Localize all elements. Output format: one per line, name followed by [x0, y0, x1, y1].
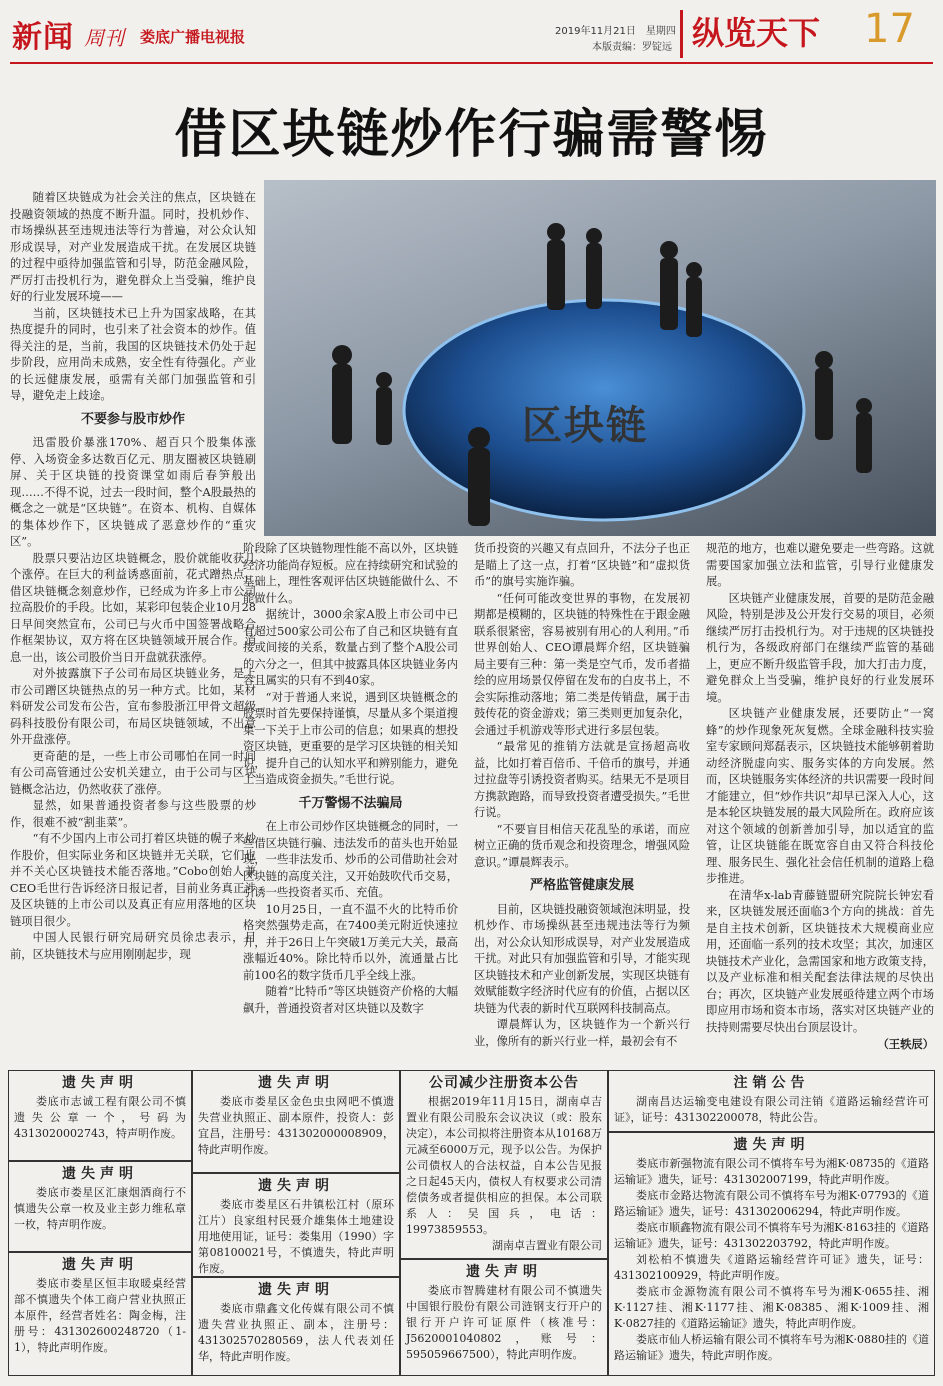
notice-signature: 湖南卓吉置业有限公司	[492, 1239, 602, 1252]
notice-title: 遗失声明	[258, 1178, 334, 1194]
article-column-4	[706, 541, 934, 1053]
notice-title: 遗失声明	[733, 1137, 810, 1153]
notice-body: 根据2019年11月15日，湖南卓吉置业有限公司股东会议决议（或：股东决定），本公司拟将注册资本从10168万元减至6000万元，现予以公告。为保护公司债权人的合法权益，自本公告见报之日起45天内，债权人有权要求公司清偿债务或者提供相应的担保。本公司联系人：吴国兵，电话：19973859553。	[406, 1095, 602, 1236]
issue-date: 2019年11月21日 星期四	[555, 26, 676, 37]
notice-title: 公司减少注册资本公告	[429, 1075, 579, 1091]
notice-box	[192, 1277, 400, 1376]
notice-body: 娄底市新强物流有限公司不慎将车号为湘K·08735的《道路运输证》遗失，证号：431302007199，特此声明作废。	[614, 1157, 929, 1186]
notice-title: 注销公告	[733, 1075, 810, 1091]
article-paragraph: 据统计，3000余家A股上市公司中已有超过500家公司公布了自己和区块链有直接或间接的关系，数量占到了整个A股公司的六分之一，但其中披露具体区块链业务内容且属实的只有不到40家。	[243, 608, 458, 687]
article-column-1	[10, 190, 256, 963]
article-paragraph: 目前，区块链投融资领域泡沫明显，投机炒作、市场操纵甚至违规违法等行为频出，对公众认知形成误导，对产业发展造成干扰。对此只有加强监管和引导，才能实现区块链技术和产业创新发展，实现区块链有效赋能数字经济时代应有的价值，占据以区块链为代表的新时代互联网科技制高点。	[474, 902, 690, 1015]
article-column-2	[243, 541, 458, 1017]
article-paragraph: 规范的地方，也难以避免要走一些弯路。这就需要国家加强立法和监管，引导行业健康发展。	[706, 542, 934, 588]
notices-area	[8, 1070, 935, 1380]
notice-body: 娄底市鼎鑫文化传媒有限公司不慎遗失营业执照正、副本，注册号：431302570280569，法人代表刘任华，特此声明作废。	[198, 1302, 394, 1363]
notice-box	[608, 1132, 935, 1376]
notice-body: 娄底市金源物流有限公司不慎将车号为湘K·0655挂、湘K·1127挂、湘K·1177挂、湘K·08385、湘K·1009挂、湘K·0827挂的《道路运输证》遗失，特此声明作废。	[614, 1285, 929, 1330]
article-paragraph: 中国人民银行研究局研究员徐忠表示，目前，区块链技术与应用刚刚起步，现	[10, 931, 256, 961]
notice-body: 娄底市娄星区石井镇松江村（原环江片）良家组村民聂介雄集体土地建设用地使用证，证号：娄集用（1990）字第08100021号，不慎遗失，特此声明作废。	[198, 1198, 394, 1275]
article-column-3	[474, 541, 690, 1050]
page-editor: 本版责编：罗锭远	[592, 42, 672, 53]
article-paragraph: “任何可能改变世界的事物，在发展初期都是模糊的，区块链的特殊性在于跟金融联系很紧密，容易被别有用心的人利用。”币世界创始人、CEO谭晨辉介绍，区块链骗局主要有三种：第一类是空气币，发币者描绘的应用场景仅停留在发布的白皮书上，不会实际推动落地；第二类是传销盘，属于击鼓传花的资金游戏；第三类则更加复杂化，会通过手机游戏等形式进行多层包装。	[474, 591, 690, 737]
notice-body: 娄底市志诚工程有限公司不慎遗失公章一个，号码为4313020002743，特声明作废。	[14, 1095, 186, 1140]
notice-box	[8, 1252, 192, 1376]
notice-box	[192, 1070, 400, 1173]
masthead-station: 娄底广播电视报	[140, 28, 246, 46]
article-paragraph: 股票只要沾边区块链概念，股价就能收获几个涨停。在巨大的利益诱惑面前，花式蹭热点，借区块链概念刻意炒作，已经成为许多上市公司拉高股价的手段。比如，某彩印包装企业10月28日早间突然宣布，公司已与火币中国签署战略合作框架协议，双方将在区块链领域开展合作。消息一出，该公司股价当日开盘就获涨停。	[10, 551, 256, 664]
article-paragraph: 当前，区块链技术已上升为国家战略，在其热度提升的同时，也引来了社会资本的炒作。值得关注的是，当前，我国的区块链技术仍处于起步阶段，应用尚未成熟，安全性有待强化。产业的长远健康发展，亟需有关部门加强监管和引导，避免走上歧途。	[10, 306, 256, 402]
notice-box	[400, 1259, 608, 1376]
masthead-logo: 新闻	[12, 20, 74, 55]
article-photo	[264, 180, 936, 536]
notice-title: 遗失声明	[62, 1257, 138, 1273]
headline: 借区块链炒作行骗需警惕	[174, 105, 769, 165]
notice-body: 娄底市顺鑫物流有限公司不慎将车号为湘K·8163挂的《道路运输证》遗失，证号：431302203792，特此声明作废。	[614, 1221, 929, 1250]
notice-box	[8, 1161, 192, 1252]
article-paragraph: “最常见的推销方法就是宣扬超高收益，比如打着百倍币、千倍币的旗号，并通过拉盘等引诱投资者购买。结果无不是项目方携款跑路，而导致投资者遭受损失。”毛世行说。	[474, 740, 690, 819]
section-heading: 千万警惕不法骗局	[298, 795, 403, 811]
article-paragraph: 在清华x-lab青藤链盟研究院院长钟宏看来，区块链发展还面临3个方向的挑战：首先是自主技术创新，区块链技术大规模商业应用，还面临一系列的技术攻坚；其次，加速区块链技术产业化，急需国家和地方政策支持，以及产业标准和相关配套法律法规的尽快出台；再次，区块链产业发展亟待建立两个市场即应用市场和资本市场，落实对区块链产业的扶持则需要尽快出台顶层设计。	[706, 888, 934, 1034]
notice-box	[8, 1070, 192, 1161]
notice-title: 遗失声明	[258, 1075, 334, 1091]
notice-body: 娄底市仙人桥运输有限公司不慎将车号为湘K·0880挂的《道路运输证》遗失，特此声明作废。	[614, 1333, 929, 1362]
article-paragraph: 货币投资的兴趣又有点回升，不法分子也正是瞄上了这一点，打着“区块链”和“虚拟货币”的旗号实施诈骗。	[474, 542, 690, 588]
masthead	[0, 0, 943, 62]
article-paragraph: 阶段除了区块链物理性能不高以外，区块链经济功能尚存短板。应在持续研究和试验的基础上，理性客观评估区块链能做什么、不能做什么。	[243, 542, 458, 605]
notice-box	[192, 1173, 400, 1277]
notice-title: 遗失声明	[258, 1282, 334, 1298]
article-paragraph: 随着“比特币”等区块链资产价格的大幅飙升，普通投资者对区块链以及数字	[243, 985, 458, 1015]
notice-body: 刘松柏不慎遗失《道路运输经营许可证》遗失，证号：431302100929，特此声明作废。	[614, 1253, 929, 1282]
notice-title: 遗失声明	[62, 1075, 138, 1091]
section-title: 纵览天下	[692, 14, 821, 52]
article-paragraph: 随着区块链成为社会关注的焦点，区块链在投融资领域的热度不断升温。同时，投机炒作、市场操纵甚至违规违法等行为普遍，对公众认知形成误导，对产业发展造成干扰。在发展区块链的过程中亟待加强监管和引导，防范金融风险，严厉打击投机行为，避免群众上当受骗，维护良好的行业发展环境——	[10, 191, 256, 303]
article-paragraph: 区块链产业健康发展，还要防止“一窝蜂”的炒作现象死灰复燃。全球金融科技实验室专家顾问郑磊表示，区块链技术能够朝着助动经济脱虚向实、服务实体的方向发展。然而，区块链服务实体经济的共识需要一段时间才能建立，但“炒作共识”却早已深入人心，这是本轮区块链发展的最大风险所在。政府应该对这个领域的创新善加引导，加以适宜的监管，让区块链能在既宽容自由又符合科技伦理、服务民生、强化社会信任机制的道路上稳步推进。	[706, 707, 934, 885]
notice-body: 湖南昌达运输变电建设有限公司注销《道路运输经营许可证》，证号：431302200078，特此公告。	[614, 1095, 929, 1124]
article-paragraph: “有不少国内上市公司打着区块链的幌子来炒作股价，但实际业务和区块链并无关联，它们也并不关心区块链技术能否落地。”Cobo创始人兼CEO毛世行告诉经济日报记者，目前业务真正涉及区块链的上市公司以及真正有应用落地的区块链项目很少。	[10, 832, 256, 928]
section-heading: 不要参与股市炒作	[80, 411, 185, 427]
notice-box	[400, 1070, 608, 1259]
photo-caption-text: 区块链	[522, 403, 648, 449]
notice-box	[608, 1070, 935, 1132]
masthead-rule	[10, 62, 933, 64]
article-paragraph: 在上市公司炒作区块链概念的同时，一些借区块链行骗、违法发币的苗头也开始显现，一些非法发币、炒币的公司借助社会对区块链的高度关注，又开始鼓吹代币交易，引诱一些投资者买币、充值。	[243, 820, 458, 899]
masthead-subtitle: 周刊	[84, 26, 124, 50]
notice-body: 娄底市娄星区恒丰取暖桌经营部不慎遗失个体工商户营业执照正本原件，经营者姓名：陶金梅，注册号：431302600248720（1-1），特此声明作废。	[14, 1277, 186, 1354]
notice-body: 娄底市智腾建材有限公司不慎遗失中国银行股份有限公司涟钢支行开户的银行开户许可证原件（核准号：J5620001040802，账号：595059667500），特此声明作废。	[406, 1284, 602, 1361]
article-paragraph: 对外披露旗下子公司布局区块链业务，是上市公司蹭区块链热点的另一种方式。比如，某材料研发公司发布公告，宣布参股浙江甲骨文超级码科技股份有限公司，布局区块链领域，不出意外开盘涨停。	[10, 667, 256, 746]
photo-illustration	[264, 180, 936, 536]
article-paragraph: “不要盲目相信天花乱坠的承诺，而应树立正确的货币观念和投资理念，增强风险意识。”谭晨辉表示。	[474, 822, 690, 869]
notice-body: 娄底市金路达物流有限公司不慎将车号为湘K·07793的《道路运输证》遗失，证号：431302006294，特此声明作废。	[614, 1189, 929, 1218]
article-paragraph: 10月25日，一直不温不火的比特币价格突然强势走高，在7400美元附近快速拉升，并于26日上午突破1万美元大关，最高涨幅近40%。除比特币以外，流通量占比前100名的数字货币几乎全线上涨。	[243, 902, 458, 982]
notice-title: 遗失声明	[466, 1264, 542, 1280]
article-paragraph: 迅雷股价暴涨170%、超百只个股集体涨停、入场资金多达数百亿元、朋友圈被区块链刷屏、关于区块链的投资课堂如雨后春笋般出现……不得不说，过去一段时间，整个A股最热的概念之一就是“区块链”。在资本、机构、自媒体的集体炒作下，区块链成了恶意炒作的“重灾区”。	[10, 436, 256, 548]
notice-title: 遗失声明	[62, 1166, 138, 1182]
page-number: 17	[864, 6, 915, 52]
article-paragraph: 谭晨辉认为，区块链作为一个新兴行业，像所有的新兴行业一样，最初会有不	[474, 1018, 690, 1048]
article-paragraph: 区块链产业健康发展，首要的是防范金融风险，特别是涉及公开发行交易的项目，必须继续严厉打击投机行为。对于违规的区块链投机行为，各级政府部门在继续严监管的基础上，更应不断升级监管手段，加大打击力度，避免群众上当受骗，维护良好的行业发展环境。	[706, 591, 934, 704]
divider	[680, 10, 683, 58]
section-heading: 严格监管健康发展	[529, 878, 634, 893]
notice-body: 娄底市娄星区金色虫虫网吧不慎遗失营业执照正、副本原件，投资人：彭宜昌，注册号：431302000008909，特此声明作废。	[198, 1095, 394, 1156]
article-paragraph: 显然，如果普通投资者参与这些股票的炒作，很难不被“割韭菜”。	[10, 799, 256, 829]
article-paragraph: “对于普通人来说，遇到区块链概念的股票时首先要保持谨慎，尽量从多个渠道搜集一下关于上市公司的信息；如果真的想投资区块链，更重要的是学习区块链的相关知识，提升自己的认知水平和辨别能力，避免上当造成资金损失。”毛世行说。	[243, 690, 458, 786]
byline: （王轶辰）	[877, 1037, 934, 1051]
notice-body: 娄底市娄星区汇康烟酒商行不慎遗失公章一枚及业主彭力维私章一枚，特声明作废。	[14, 1186, 186, 1231]
article-paragraph: 更奇葩的是，一些上市公司哪怕在同一时间有公司高管通过公安机关建立，由于公司与区块链概念沾边，仍然收获了涨停。	[10, 749, 256, 796]
